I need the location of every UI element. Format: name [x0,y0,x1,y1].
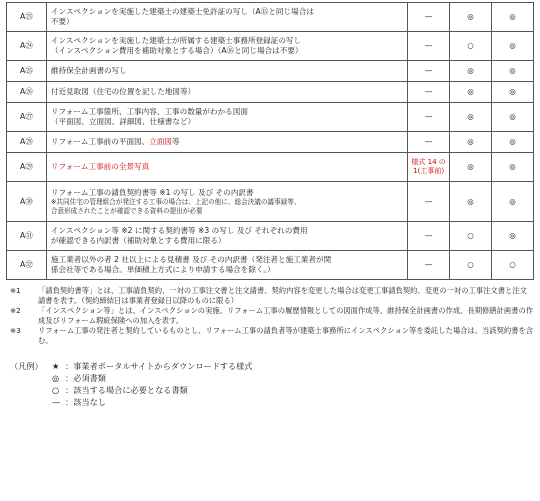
row-code: A㉕ [7,61,47,82]
table-row [7,3,534,32]
row-code: A㉗ [7,103,47,132]
row-code: A㉙ [7,153,47,182]
col1-mark: — [408,132,450,153]
col2-mark: ◎ [450,61,492,82]
red-emphasis-text: 立面図 [149,137,173,146]
col1-mark: — [408,32,450,61]
legend [6,360,534,408]
row-code: A㉖ [7,82,47,103]
col2-mark: ◎ [450,3,492,32]
legend-item: ◎ ：必須書類 [52,373,106,383]
legend-item: — ：該当なし [52,397,106,407]
col3-mark: ○ [492,251,534,280]
col2-mark: ◎ [450,132,492,153]
col1-form-reference: 様式 14 の 1(工事前) [408,153,450,182]
table-row [7,132,534,153]
row-description: 施工業者以外の者 2 社以上による見積書 及び その内訳書（発注者と施工業者が関 係会社等である場合。単価積上方式により申請する場合を除く。） [46,251,407,280]
dash-icon: — [52,397,61,407]
col1-mark: — [408,222,450,251]
col3-mark: ◎ [492,182,534,222]
legend-items [52,360,253,408]
col3-mark: ◎ [492,3,534,32]
table-row [7,222,534,251]
table-row [7,32,534,61]
required-documents-table [6,2,534,280]
row-description: リフォーム工事箇所、工事内容、工事の数量がわかる図面 （平面図、立面図、詳細図、仕様書など） [46,103,407,132]
double-circle-icon: ◎ [52,373,60,383]
document-page [6,2,534,408]
legend-title: （凡例） [10,361,43,371]
table-row [7,153,534,182]
col3-mark: ◎ [492,153,534,182]
table-row [7,182,534,222]
legend-item: ○ ：該当する場合に必要となる書類 [52,385,188,395]
row-description: 付近見取図（住宅の位置を記した地図等） [46,82,407,103]
row-code: A㉚ [7,182,47,222]
footnote-3: ※3 リフォーム工事の発注者と契約しているものとし、リフォーム工事の請負者等が建築士事務所にインスペクション等を委託した場合は、当該契約書を含む。 [10,326,534,345]
col2-mark: ○ [450,222,492,251]
col1-mark: — [408,251,450,280]
legend-item: ★ ：事業者ポータルサイトからダウンロードする様式 [52,361,253,371]
col3-mark: ◎ [492,32,534,61]
col1-mark: — [408,103,450,132]
table-row [7,251,534,280]
col2-mark: ◎ [450,153,492,182]
row-code: A㉓ [7,3,47,32]
row-description: インスペクション等 ※2 に関する契約書等 ※3 の写し 及び それぞれの費用 が確認できる内訳書（補助対象とする費用に限る） [46,222,407,251]
col3-mark: ◎ [492,132,534,153]
row-description: リフォーム工事前の全景写真 [46,153,407,182]
col1-mark: — [408,182,450,222]
row-description: 維持保全計画書の写し [46,61,407,82]
col2-mark: ◎ [450,82,492,103]
row-description: リフォーム工事前の平面図、立面図等 [46,132,407,153]
footnote-2: ※2 「インスペクション等」とは、インスペクションの実施、リフォーム工事の履歴情報としての図面作成等、維持保全計画書の作成、長期修繕計画書の作成及びリフォーム瑕疵保険への加入を表す。 [10,306,534,325]
row-code: A㉘ [7,132,47,153]
col3-mark: ◎ [492,222,534,251]
col2-mark: ○ [450,251,492,280]
col1-mark: — [408,82,450,103]
row-code: A㉔ [7,32,47,61]
row-code: A㉜ [7,251,47,280]
star-icon: ★ [52,361,60,371]
table-row [7,61,534,82]
circle-icon: ○ [52,385,60,395]
footnote-1: ※1 「請負契約書等」とは、工事請負契約、一対の工事注文書と注文請書、契約内容を変更した場合は変更工事請負契約、変更の一対の工事注文書と注文請書を表す。（契約締結日は事業者登録日以降のものに限る） [10,286,527,305]
row-description: リフォーム工事の請負契約書等 ※1 の写し 及び その内訳書 ※共同住宅の管理組合が発注する工事の場合は、上記の他に、総会決議の議事録等、 合意形成されたことが確認できる資料の提出が必要 [46,182,407,222]
col2-mark: ◎ [450,103,492,132]
footnotes [6,286,534,346]
col1-mark: — [408,3,450,32]
col2-mark: ◎ [450,182,492,222]
col3-mark: ◎ [492,82,534,103]
col3-mark: ◎ [492,103,534,132]
table-row [7,103,534,132]
row-description: インスペクションを実施した建築士の建築士免許証の写し（A⑮と同じ場合は 不要） [46,3,407,32]
table-row [7,82,534,103]
col2-mark: ○ [450,32,492,61]
row-description: インスペクションを実施した建築士が所属する建築士事務所登録証の写し （インスペクション費用を補助対象とする場合）（A⑯と同じ場合は不要） [46,32,407,61]
col3-mark: ◎ [492,61,534,82]
row-code: A㉛ [7,222,47,251]
col1-mark: — [408,61,450,82]
